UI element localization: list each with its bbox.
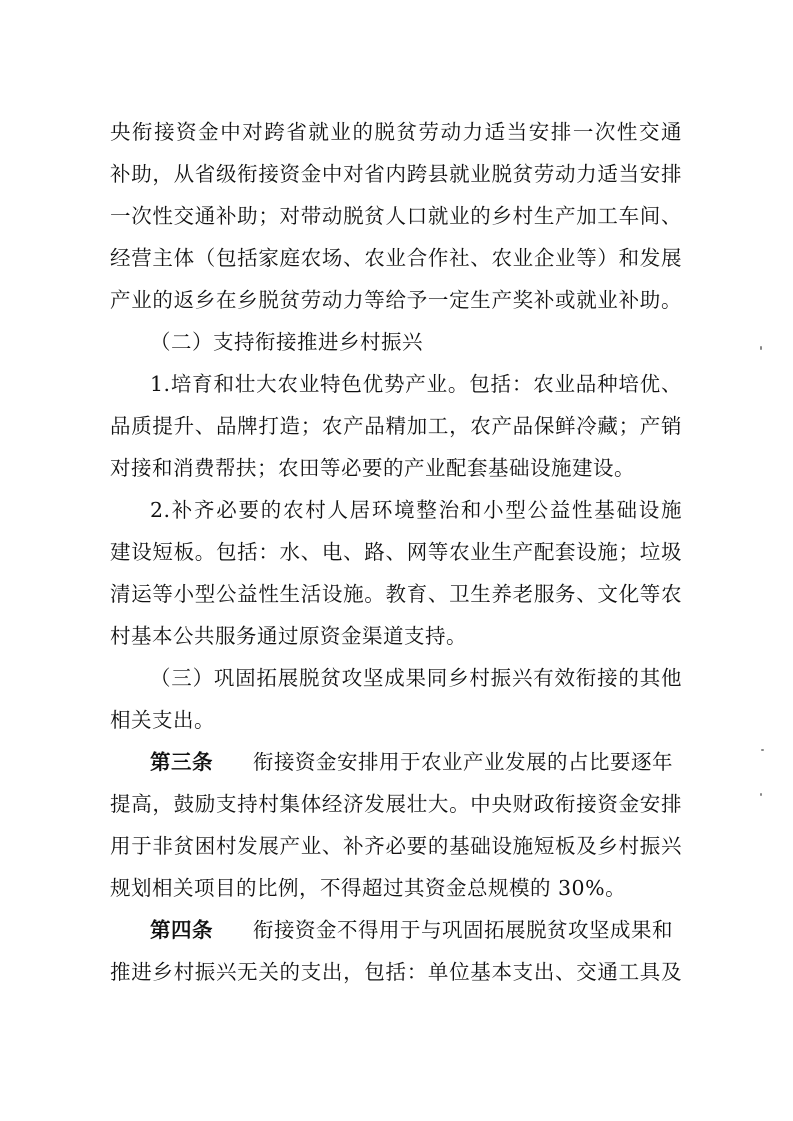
scan-mark (760, 793, 762, 796)
body-line: 规划相关项目的比例，不得超过其资金总规模的 30%。 (110, 876, 627, 900)
scan-mark (761, 749, 764, 751)
body-line: 相关支出。 (110, 708, 215, 732)
body-line: 提高，鼓励支持村集体经济发展壮大。中央财政衔接资金安排 (110, 792, 682, 816)
body-line: 用于非贫困村发展产业、补齐必要的基础设施短板及乡村振兴 (110, 834, 682, 858)
body-line: 产业的返乡在乡脱贫劳动力等给予一定生产奖补或就业补助。 (110, 288, 682, 312)
body-line: 央衔接资金中对跨省就业的脱贫劳动力适当安排一次性交通 (110, 120, 682, 144)
body-line: 经营主体（包括家庭农场、农业合作社、农业企业等）和发展 (110, 246, 682, 270)
article-4-text: 衔接资金不得用于与巩固拓展脱贫攻坚成果和 (253, 918, 673, 942)
body-line: 2.补齐必要的农村人居环境整治和小型公益性基础设施 (150, 498, 682, 522)
body-line: 推进乡村振兴无关的支出，包括：单位基本支出、交通工具及 (110, 960, 682, 984)
article-3-heading: 第三条 (150, 750, 213, 774)
body-line: 建设短板。包括：水、电、路、网等农业生产配套设施；垃圾 (110, 540, 682, 564)
body-line: 品质提升、品牌打造；农产品精加工，农产品保鲜冷藏；产销 (110, 414, 682, 438)
body-line: 村基本公共服务通过原资金渠道支持。 (110, 624, 467, 648)
body-line: 一次性交通补助；对带动脱贫人口就业的乡村生产加工车间、 (110, 204, 682, 228)
article-3-line (150, 741, 682, 783)
section-heading-3: （三）巩固拓展脱贫攻坚成果同乡村振兴有效衔接的其他 (150, 666, 682, 690)
article-4-line (150, 909, 682, 951)
body-line: 清运等小型公益性生活设施。教育、卫生养老服务、文化等农 (110, 582, 682, 606)
scan-mark (760, 346, 762, 350)
body-line: 对接和消费帮扶；农田等必要的产业配套基础设施建设。 (110, 456, 635, 480)
section-heading-2: （二）支持衔接推进乡村振兴 (150, 330, 423, 354)
article-3-text: 衔接资金安排用于农业产业发展的占比要逐年 (253, 750, 673, 774)
body-line: 补助，从省级衔接资金中对省内跨县就业脱贫劳动力适当安排 (110, 162, 682, 186)
article-4-heading: 第四条 (150, 918, 213, 942)
body-line: 1.培育和壮大农业特色优势产业。包括：农业品种培优、 (150, 372, 682, 396)
